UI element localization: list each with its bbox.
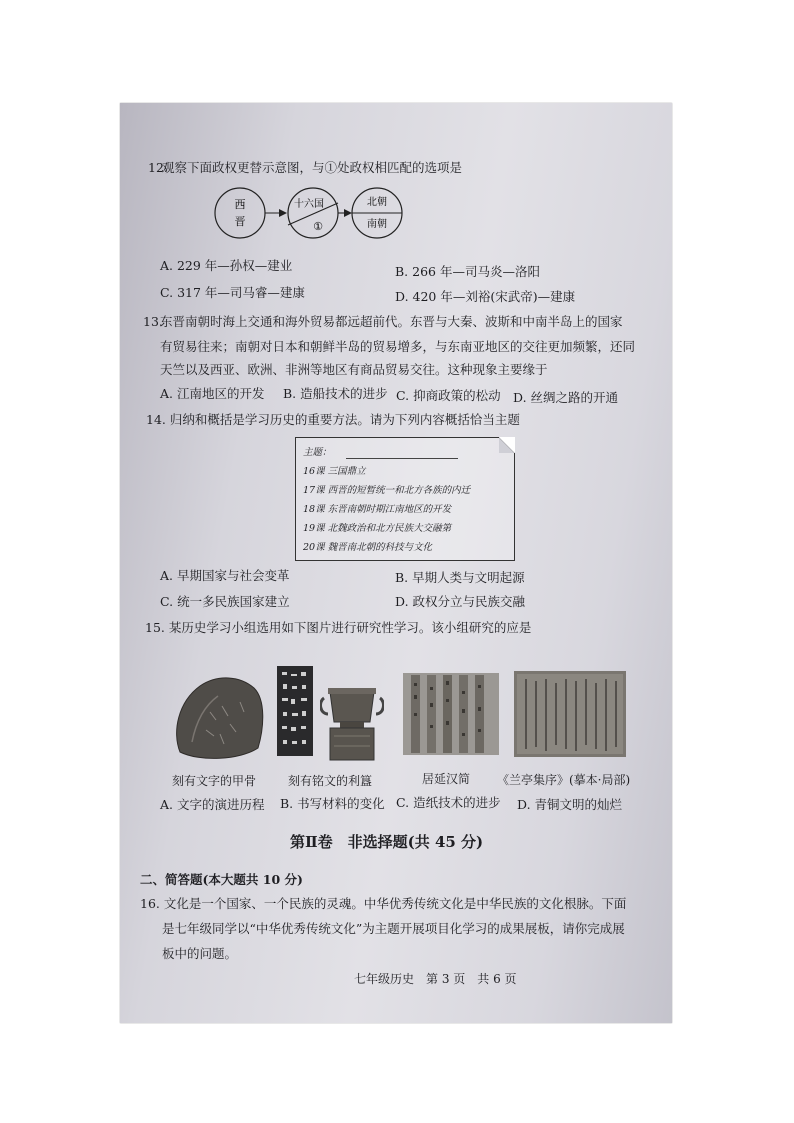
q12-option-d[interactable]: D. 420 年—刘裕(宋武帝)—建康 [395,289,576,304]
q14-option-c[interactable]: C. 统一多民族国家建立 [160,594,290,609]
caption-lanting: 《兰亭集序》(摹本·局部) [497,773,631,787]
q13-option-a[interactable]: A. 江南地区的开发 [160,386,265,401]
q16-line-1: 16. 文化是一个国家、一个民族的灵魂。中华优秀传统文化是中华民族的文化根脉。下面 [140,896,627,911]
topic-box [295,437,515,561]
diagram-slot-1: ① [313,220,323,233]
q14-option-d[interactable]: D. 政权分立与民族交融 [395,594,526,609]
page-fold-corner [499,437,515,453]
lesson-19: 19课 北魏政治和北方民族大交融第 [303,523,452,534]
q12-option-b[interactable]: B. 266 年—司马炎—洛阳 [395,264,540,279]
lesson-18: 18课 东晋南朝时期江南地区的开发 [303,504,452,515]
q14-option-a[interactable]: A. 早期国家与社会变革 [160,568,290,583]
page-footer: 七年级历史 第 3 页 共 6 页 [354,972,517,986]
diagram-sixteen-kingdoms: 十六国 [294,199,324,210]
ligui-bronze-image [320,684,384,764]
q13-number: 13. [143,314,163,329]
diagram-northern-dynasties: 北朝 [367,197,387,208]
juyan-bamboo-slips-image [403,673,499,755]
q12-option-c[interactable]: C. 317 年—司马睿—建康 [160,285,305,300]
topic-blank[interactable] [346,458,458,459]
q16-line-2: 是七年级同学以“中华优秀传统文化”为主题开展项目化学习的成果展板，请你完成展 [162,921,625,936]
lesson-16: 16课 三国鼎立 [303,466,366,477]
caption-oracle-bone: 刻有文字的甲骨 [172,774,257,788]
caption-juyan-slips: 居延汉简 [422,772,471,786]
q13-option-b[interactable]: B. 造船技术的进步 [283,386,388,401]
inscription-rubbing-image [277,666,313,756]
lanting-preface-image [514,671,626,757]
topic-label: 主题： [303,447,332,458]
q13-option-d[interactable]: D. 丝绸之路的开通 [513,390,619,405]
q16-line-3: 板中的问题。 [162,946,238,961]
q12-number: 12. [148,160,168,175]
diagram-xijin-bottom: 晋 [234,215,246,228]
q15-option-b[interactable]: B. 书写材料的变化 [280,796,385,811]
q14-option-b[interactable]: B. 早期人类与文明起源 [395,570,525,585]
lesson-20: 20课 魏晋南北朝的科技与文化 [303,542,433,553]
section-short-answer: 二、简答题(本大题共 10 分) [140,872,303,887]
q13-line-2: 有贸易往来；南朝对日本和朝鲜半岛的贸易增多，与东南亚地区的交往更加频繁，还同 [160,339,636,354]
diagram-southern-dynasties: 南朝 [367,219,387,230]
q15-stem: 15. 某历史学习小组选用如下图片进行研究性学习。该小组研究的应是 [145,620,532,635]
q13-line-3: 天竺以及西亚、欧洲、非洲等地区有商品贸易交往。这种现象主要缘于 [160,362,548,377]
diagram-xijin-top: 西 [234,198,246,211]
regime-diagram [205,183,415,243]
q15-option-c[interactable]: C. 造纸技术的进步 [396,795,501,810]
q13-option-c[interactable]: C. 抑商政策的松动 [396,388,501,403]
q15-option-d[interactable]: D. 青铜文明的灿烂 [517,797,623,812]
q12-option-a[interactable]: A. 229 年—孙权—建业 [160,258,293,273]
q15-option-a[interactable]: A. 文字的演进历程 [160,797,265,812]
q13-line-1: 东晋南朝时海上交通和海外贸易都远超前代。东晋与大秦、波斯和中南半岛上的国家 [160,314,623,329]
q14-stem: 14. 归纳和概括是学习历史的重要方法。请为下列内容概括恰当主题 [146,412,520,427]
caption-ligui: 刻有铭文的利簋 [288,774,373,788]
q12-stem: 观察下面政权更替示意图，与①处政权相匹配的选项是 [162,160,463,175]
part2-title: 第Ⅱ卷 非选择题(共 45 分) [290,833,484,851]
lesson-17: 17课 西晋的短暂统一和北方各族的内迁 [303,485,471,496]
oracle-bone-image [170,672,268,762]
